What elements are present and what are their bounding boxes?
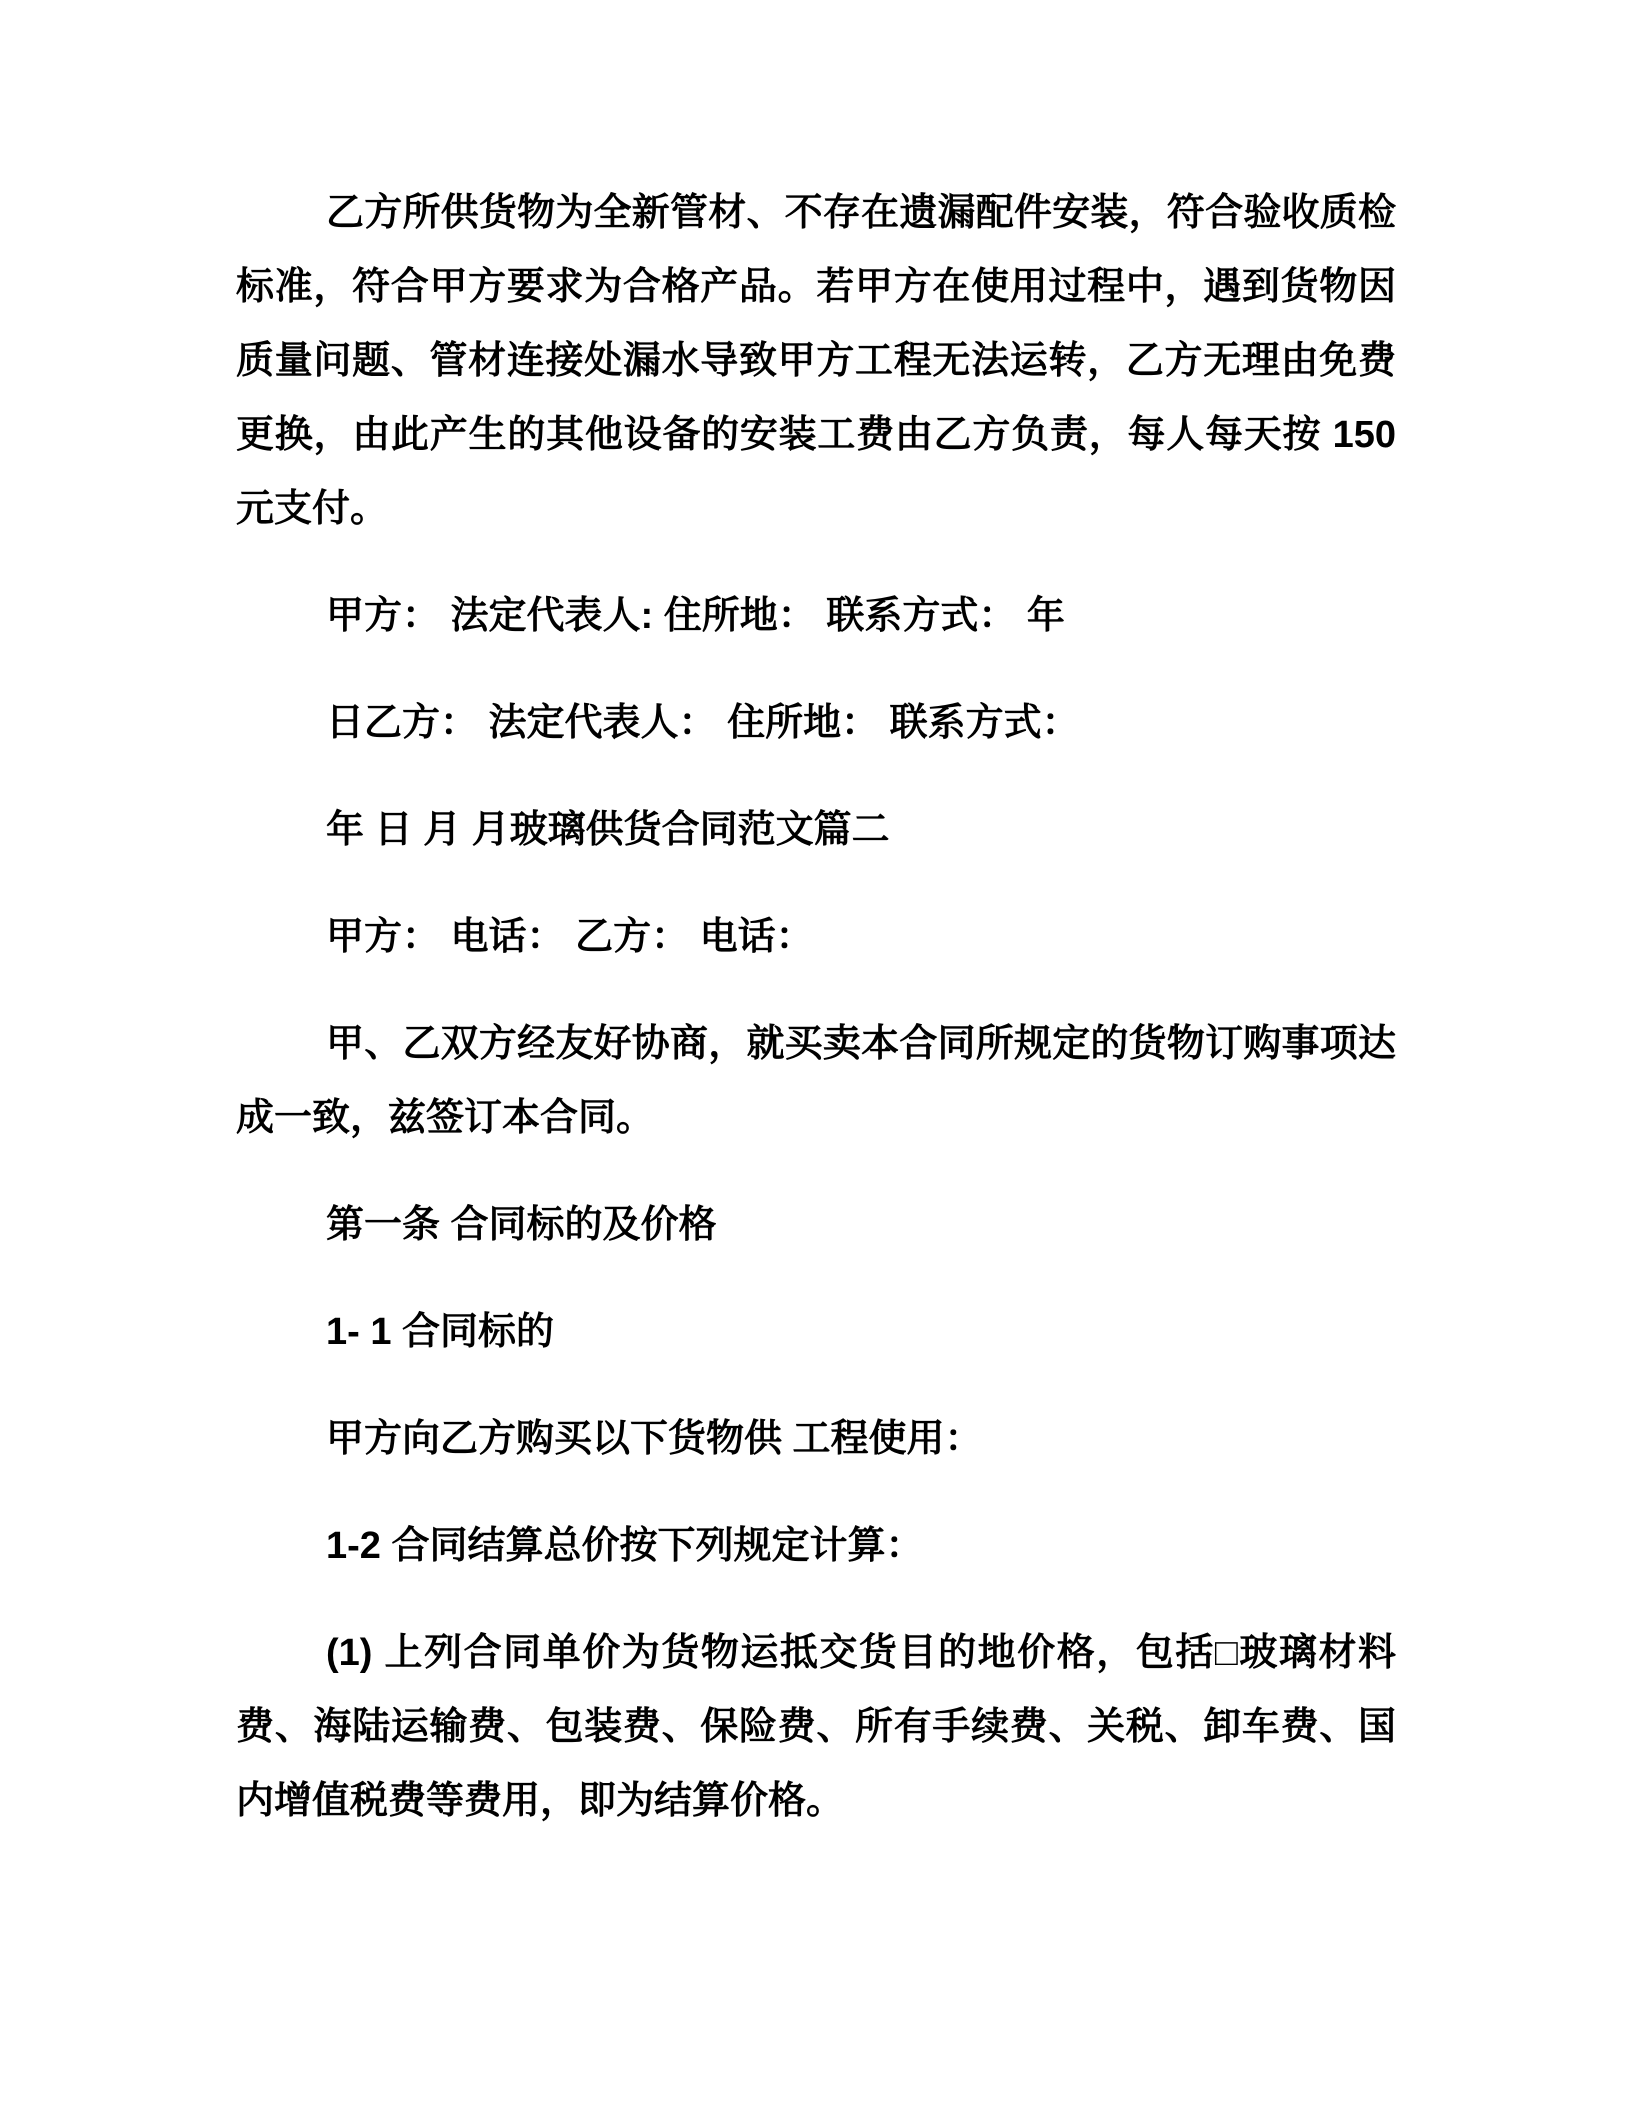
text-line: (1) 上列合同单价为货物运抵交货目的地价格，包括□玻璃材料 — [326, 1632, 1396, 1674]
text-line: 日乙方： 法定代表人： 住所地： 联系方式： — [326, 702, 1080, 744]
document-body — [236, 176, 1396, 1838]
text-line: 甲方： 电话： 乙方： 电话： — [326, 916, 814, 958]
text-line: 甲、乙双方经友好协商，就买卖本合同所规定的货物订购事项达 — [326, 1023, 1396, 1065]
text-line: 内增值税费等费用，即为结算价格。 — [236, 1780, 845, 1822]
paragraph — [236, 1295, 1396, 1369]
text-line: 元支付。 — [236, 488, 389, 530]
text-line: 甲方向乙方购买以下货物供 工程使用： — [326, 1418, 983, 1460]
text-line: 成一致，兹签订本合同。 — [236, 1097, 655, 1139]
text-line: 标准，符合甲方要求为合格产品。若甲方在使用过程中，遇到货物因 — [236, 266, 1396, 308]
paragraph — [236, 579, 1396, 653]
paragraph — [236, 1509, 1396, 1583]
paragraph — [236, 176, 1396, 546]
paragraph — [236, 1007, 1396, 1155]
text-line: 质量问题、管材连接处漏水导致甲方工程无法运转，乙方无理由免费 — [236, 340, 1396, 382]
paragraph — [236, 900, 1396, 974]
text-line: 甲方： 法定代表人: 住所地： 联系方式： 年 — [326, 595, 1065, 637]
text-line: 1-2 合同结算总价按下列规定计算： — [326, 1525, 924, 1567]
text-line: 费、海陆运输费、包装费、保险费、所有手续费、关税、卸车费、国 — [236, 1706, 1396, 1748]
text-line: 乙方所供货物为全新管材、不存在遗漏配件安装，符合验收质检 — [326, 192, 1396, 234]
paragraph — [236, 1402, 1396, 1476]
text-line: 更换，由此产生的其他设备的安装工费由乙方负责，每人每天按 150 — [236, 414, 1396, 456]
paragraph — [236, 793, 1396, 867]
text-line: 1- 1 合同标的 — [326, 1311, 555, 1353]
paragraph — [236, 686, 1396, 760]
paragraph — [236, 1616, 1396, 1838]
text-line: 第一条 合同标的及价格 — [326, 1204, 717, 1246]
paragraph — [236, 1188, 1396, 1262]
text-line: 年 日 月 月玻璃供货合同范文篇二 — [326, 809, 890, 851]
